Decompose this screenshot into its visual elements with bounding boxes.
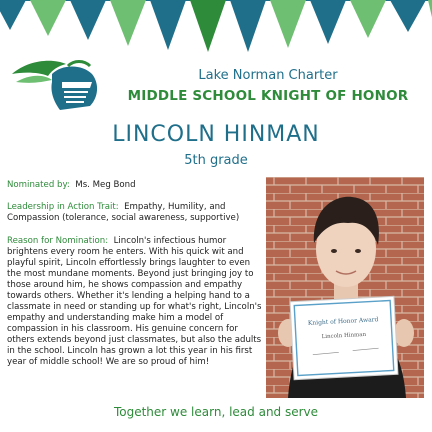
pennant-banner	[0, 0, 432, 60]
reason-value: Lincoln's infectious humor brightens every room he enters. With his quick wit and playful spirit, Lincoln effortlessly brings laughter to even the most mundane moments. Beyond just bringing joy to those around him, he shows compassion and empathy towards others. Whether it's lending a helping hand to a classmate in need or standing up for what's right, Lincoln's empathy and understanding make him a model of compassion in his classroom. His genuine concern for others extends beyond just classmates, but also the adults in the school. Lincoln has grown a lot this year in his first year of middle school! We are so proud of him!	[7, 236, 262, 367]
certificate-name: Lincoln Hinman	[321, 331, 367, 341]
knight-helmet-icon	[8, 52, 104, 118]
school-motto: Together we learn, lead and serve	[113, 405, 319, 419]
nomination-reason	[7, 236, 262, 368]
award-title: MIDDLE SCHOOL KNIGHT OF HONOR	[127, 88, 409, 104]
student-grade: 5th grade	[184, 153, 248, 168]
nominated-by-label: Nominated by:	[7, 180, 70, 190]
nominated-by	[7, 180, 262, 191]
reason-label: Reason for Nomination:	[7, 236, 109, 246]
student-photo	[266, 177, 424, 398]
school-name: Lake Norman Charter	[198, 68, 338, 83]
trait-value: Empathy, Humility, and Compassion (tolerance, social awareness, supportive)	[7, 202, 240, 223]
nominated-by-value: Ms. Meg Bond	[75, 180, 136, 190]
student-name: LINCOLN HINMAN	[112, 122, 320, 147]
leadership-trait	[7, 202, 262, 224]
certificate-title: Knight of Honor Award	[307, 316, 379, 327]
trait-label: Leadership in Action Trait:	[7, 202, 119, 212]
